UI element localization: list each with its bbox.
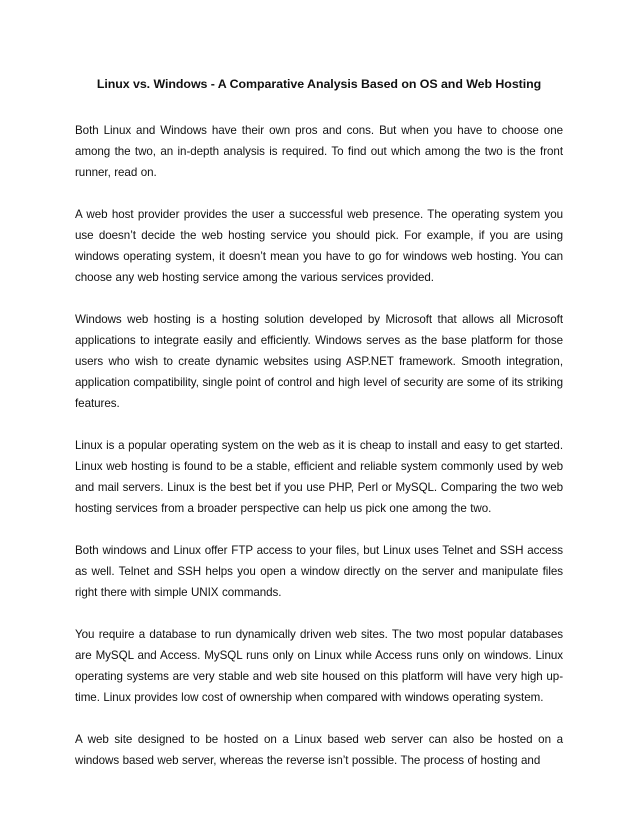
paragraph-windows-hosting: Windows web hosting is a hosting solution developed by Microsoft that allows all Microsoft applications to integrate easily and efficiently. Windows serves as the base platform for those users who wish to create dynamic websites using ASP.NET framework. Smooth integration, application compatibility, single point of control and high level of security are some of its striking features. xyxy=(75,313,563,410)
document-body xyxy=(75,120,563,792)
paragraph-linux-hosting: Linux is a popular operating system on the web as it is cheap to install and easy to get started. Linux web hosting is found to be a stable, efficient and reliable system commonly used by web and mail servers. Linux is the best bet if you use PHP, Perl or MySQL. Comparing the two web hosting services from a broader perspective can help us pick one among the two. xyxy=(75,439,563,515)
paragraph-databases: You require a database to run dynamically driven web sites. The two most popular databases are MySQL and Access. MySQL runs only on Linux while Access runs only on windows. Linux operating systems are very stable and web site housed on this platform will have very high up-time. Linux provides low cost of ownership when compared with windows operating system. xyxy=(75,628,563,704)
paragraph-compatibility: A web site designed to be hosted on a Linux based web server can also be hosted on a windows based web server, whereas the reverse isn’t possible. The process of hosting and xyxy=(75,733,563,767)
paragraph-intro: Both Linux and Windows have their own pros and cons. But when you have to choose one among the two, an in-depth analysis is required. To find out which among the two is the front runner, read on. xyxy=(75,124,563,179)
document-title: Linux vs. Windows - A Comparative Analysis Based on OS and Web Hosting xyxy=(96,77,542,91)
paragraph-ftp-access: Both windows and Linux offer FTP access to your files, but Linux uses Telnet and SSH access as well. Telnet and SSH helps you open a window directly on the server and manipulate files right there with simple UNIX commands. xyxy=(75,544,563,599)
paragraph-web-host-provider: A web host provider provides the user a successful web presence. The operating system you use doesn’t decide the web hosting service you should pick. For example, if you are using windows operating system, it doesn’t mean you have to go for windows web hosting. You can choose any web hosting service among the various services provided. xyxy=(75,208,563,284)
